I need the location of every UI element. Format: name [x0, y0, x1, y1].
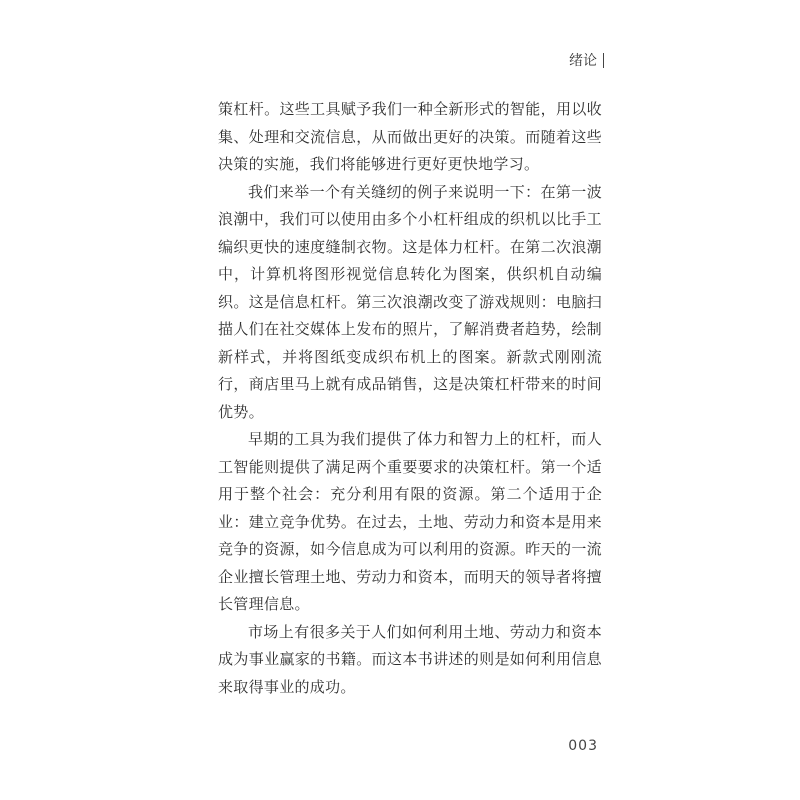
paragraph-decision-leverage: 早期的工具为我们提供了体力和智力上的杠杆，而人工智能则提供了满足两个重要要求的决策杠杆。第一个适用于整个社会：充分利用有限的资源。第二个适用于企业：建立竞争优势。在过去，土地、劳动力和资本是用来竞争的资源，如今信息成为可以利用的资源。昨天的一流企业擅长管理土地、劳动力和资本，而明天的领导者将擅长管理信息。 [218, 430, 602, 613]
page-number: 003 [568, 738, 598, 754]
paragraph-continued: 策杠杆。这些工具赋予我们一种全新形式的智能，用以收集、处理和交流信息，从而做出更好的决策。而随着这些决策的实施，我们将能够进行更好更快地学习。 [218, 100, 602, 173]
paragraph-sewing-example: 我们来举一个有关缝纫的例子来说明一下：在第一波浪潮中，我们可以使用由多个小杠杆组成的织机以比手工编织更快的速度缝制衣物。这是体力杠杆。在第二次浪潮中，计算机将图形视觉信息转化为图案，供织机自动编织。这是信息杠杆。第三次浪潮改变了游戏规则：电脑扫描人们在社交媒体上发布的照片，了解消费者趋势，绘制新样式，并将图纸变成织布机上的图案。新款式刚刚流行，商店里马上就有成品销售，这是决策杠杆带来的时间优势。 [218, 182, 602, 421]
running-header [569, 50, 604, 70]
chapter-title: 绪论 [569, 53, 597, 69]
header-divider [603, 53, 604, 68]
paragraph-book-purpose: 市场上有很多关于人们如何利用土地、劳动力和资本成为事业赢家的书籍。而这本书讲述的则是如何利用信息来取得事业的成功。 [218, 622, 602, 696]
body-text [218, 96, 602, 701]
